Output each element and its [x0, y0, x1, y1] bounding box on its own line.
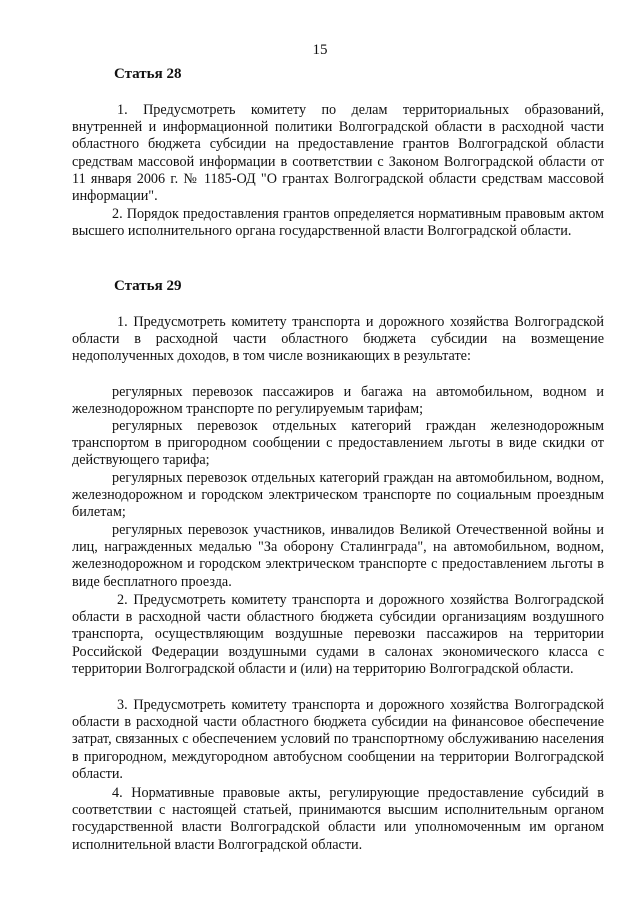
article-28-paragraph-2: 2. Порядок предоставления грантов определяется нормативным правовым актом высшего исполнительного органа государственной власти Волгоградской области.	[72, 206, 604, 240]
article-29-item-2: регулярных перевозок отдельных категорий граждан железнодорожным транспортом в пригородном сообщении с предоставлением льготы в виде скидки от действующего тарифа;	[72, 418, 604, 469]
article-29-paragraph-3: 3. Предусмотреть комитету транспорта и дорожного хозяйства Волгоградской области в расходной части областного бюджета субсидии на финансовое обеспечение затрат, связанных с обеспечением условий по транспортному обслуживанию населения в пригородном, междугородном автобусном сообщении на территории Волгоградской области.	[72, 697, 604, 782]
article-28-heading: Статья 28	[114, 66, 182, 82]
article-29-item-3: регулярных перевозок отдельных категорий граждан на автомобильном, водном, железнодорожном и городском электрическом транспорте по социальным проездным билетам;	[72, 470, 604, 521]
article-28-paragraph-1: 1. Предусмотреть комитету по делам территориальных образований, внутренней и информационной политики Волгоградской области в расходной части областного бюджета субсидии на предоставление грантов Волгоградской области средствам массовой информации в соответствии с Законом Волгоградской области от 11 января 2006 г. № 1185-ОД "О грантах Волгоградской области средствам массовой информации".	[72, 102, 604, 205]
article-29-paragraph-1: 1. Предусмотреть комитету транспорта и дорожного хозяйства Волгоградской области в расходной части областного бюджета субсидии на возмещение недополученных доходов, в том числе возникающих в результате:	[72, 314, 604, 365]
article-29-heading: Статья 29	[114, 278, 182, 294]
article-29-item-4: регулярных перевозок участников, инвалидов Великой Отечественной войны и лиц, награжденных медалью "За оборону Сталинграда", на автомобильном, водном, железнодорожном и городском электрическом транспорте с предоставлением льготы в виде бесплатного проезда.	[72, 522, 604, 590]
article-29-paragraph-2: 2. Предусмотреть комитету транспорта и дорожного хозяйства Волгоградской области в расходной части областного бюджета субсидии организациям воздушного транспорта, осуществляющим воздушные перевозки пассажиров на территории Российской Федерации воздушными судами в салонах экономического класса с территории Волгоградской области и (или) на территорию Волгоградской области.	[72, 592, 604, 677]
article-29-paragraph-4: 4. Нормативные правовые акты, регулирующие предоставление субсидий в соответствии с настоящей статьей, принимаются высшим исполнительным органом государственной власти Волгоградской области или уполномоченным им органом исполнительной власти Волгоградской области.	[72, 785, 604, 853]
page-number: 15	[312, 42, 328, 58]
article-29-item-1: регулярных перевозок пассажиров и багажа на автомобильном, водном и железнодорожном транспорте по регулируемым тарифам;	[72, 384, 604, 418]
